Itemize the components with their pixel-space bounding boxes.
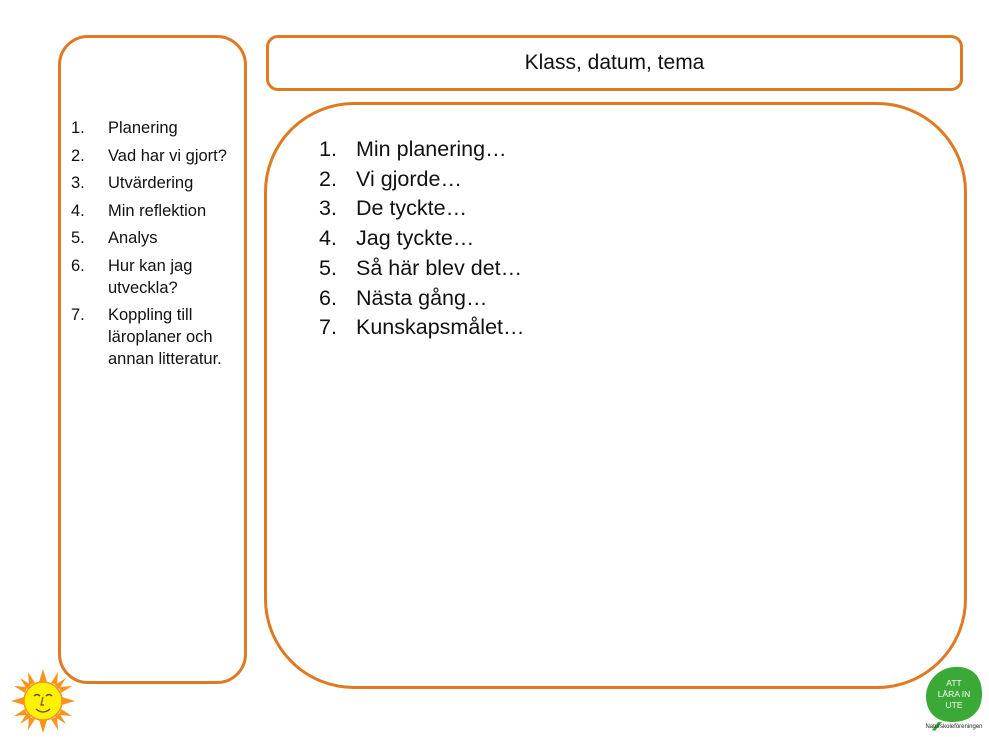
list-item: 4. Min reflektion: [71, 201, 207, 220]
sidebar-panel: [58, 35, 247, 684]
sidebar-list: [71, 117, 246, 376]
list-item-label: Min planering…: [356, 137, 507, 161]
logo-text-line1: ATT: [946, 678, 962, 688]
list-item-label: Nästa gång…: [356, 285, 488, 310]
list-item: 5. Så här blev det…: [319, 254, 525, 284]
header-box: [266, 35, 963, 91]
list-item-label: De tyckte…: [356, 196, 468, 221]
list-item: 2. Vad har vi gjort?: [71, 146, 227, 165]
list-item-label: Analys: [108, 229, 158, 247]
logo-text-line3: UTE: [945, 700, 963, 710]
list-item: 2. Vi gjorde…: [319, 165, 525, 195]
main-list: [319, 135, 525, 343]
list-item-label: Jag tyckte…: [356, 226, 475, 251]
logo-caption: Naturskoleföreningen: [925, 724, 983, 730]
list-item: 7. Kunskapsmålet…: [319, 313, 525, 343]
sun-face-icon: [10, 668, 76, 734]
list-item-label: Planering: [108, 119, 178, 137]
list-item: 3. De tyckte…: [319, 194, 525, 224]
list-item-label: Koppling till läroplaner och annan litteratur.: [108, 306, 222, 368]
list-item-label: Utvärdering: [108, 174, 194, 192]
list-item: 4. Jag tyckte…: [319, 224, 525, 254]
list-item: 1. Min planering…: [319, 135, 525, 165]
list-item: 6. Hur kan jag utveckla?: [71, 255, 246, 299]
list-item-label: Så här blev det…: [356, 255, 523, 280]
list-item: 6. Nästa gång…: [319, 284, 525, 314]
list-item-label: Kunskapsmålet…: [356, 315, 525, 340]
list-item-label: Vi gjorde…: [356, 166, 462, 191]
page-title: Klass, datum, tema: [524, 51, 705, 74]
list-item: 1. Planering: [71, 119, 178, 137]
logo-text-line2: LÄRA IN: [937, 689, 971, 699]
list-item: 5. Analys: [71, 229, 158, 247]
list-item-label: Min reflektion: [108, 201, 207, 220]
list-item-label: Hur kan jag utveckla?: [108, 256, 193, 297]
main-panel: [264, 102, 967, 689]
list-item: 7. Koppling till läroplaner och annan litteratur.: [71, 304, 246, 370]
list-item-label: Vad har vi gjort?: [108, 146, 227, 165]
list-item: 3. Utvärdering: [71, 174, 194, 192]
